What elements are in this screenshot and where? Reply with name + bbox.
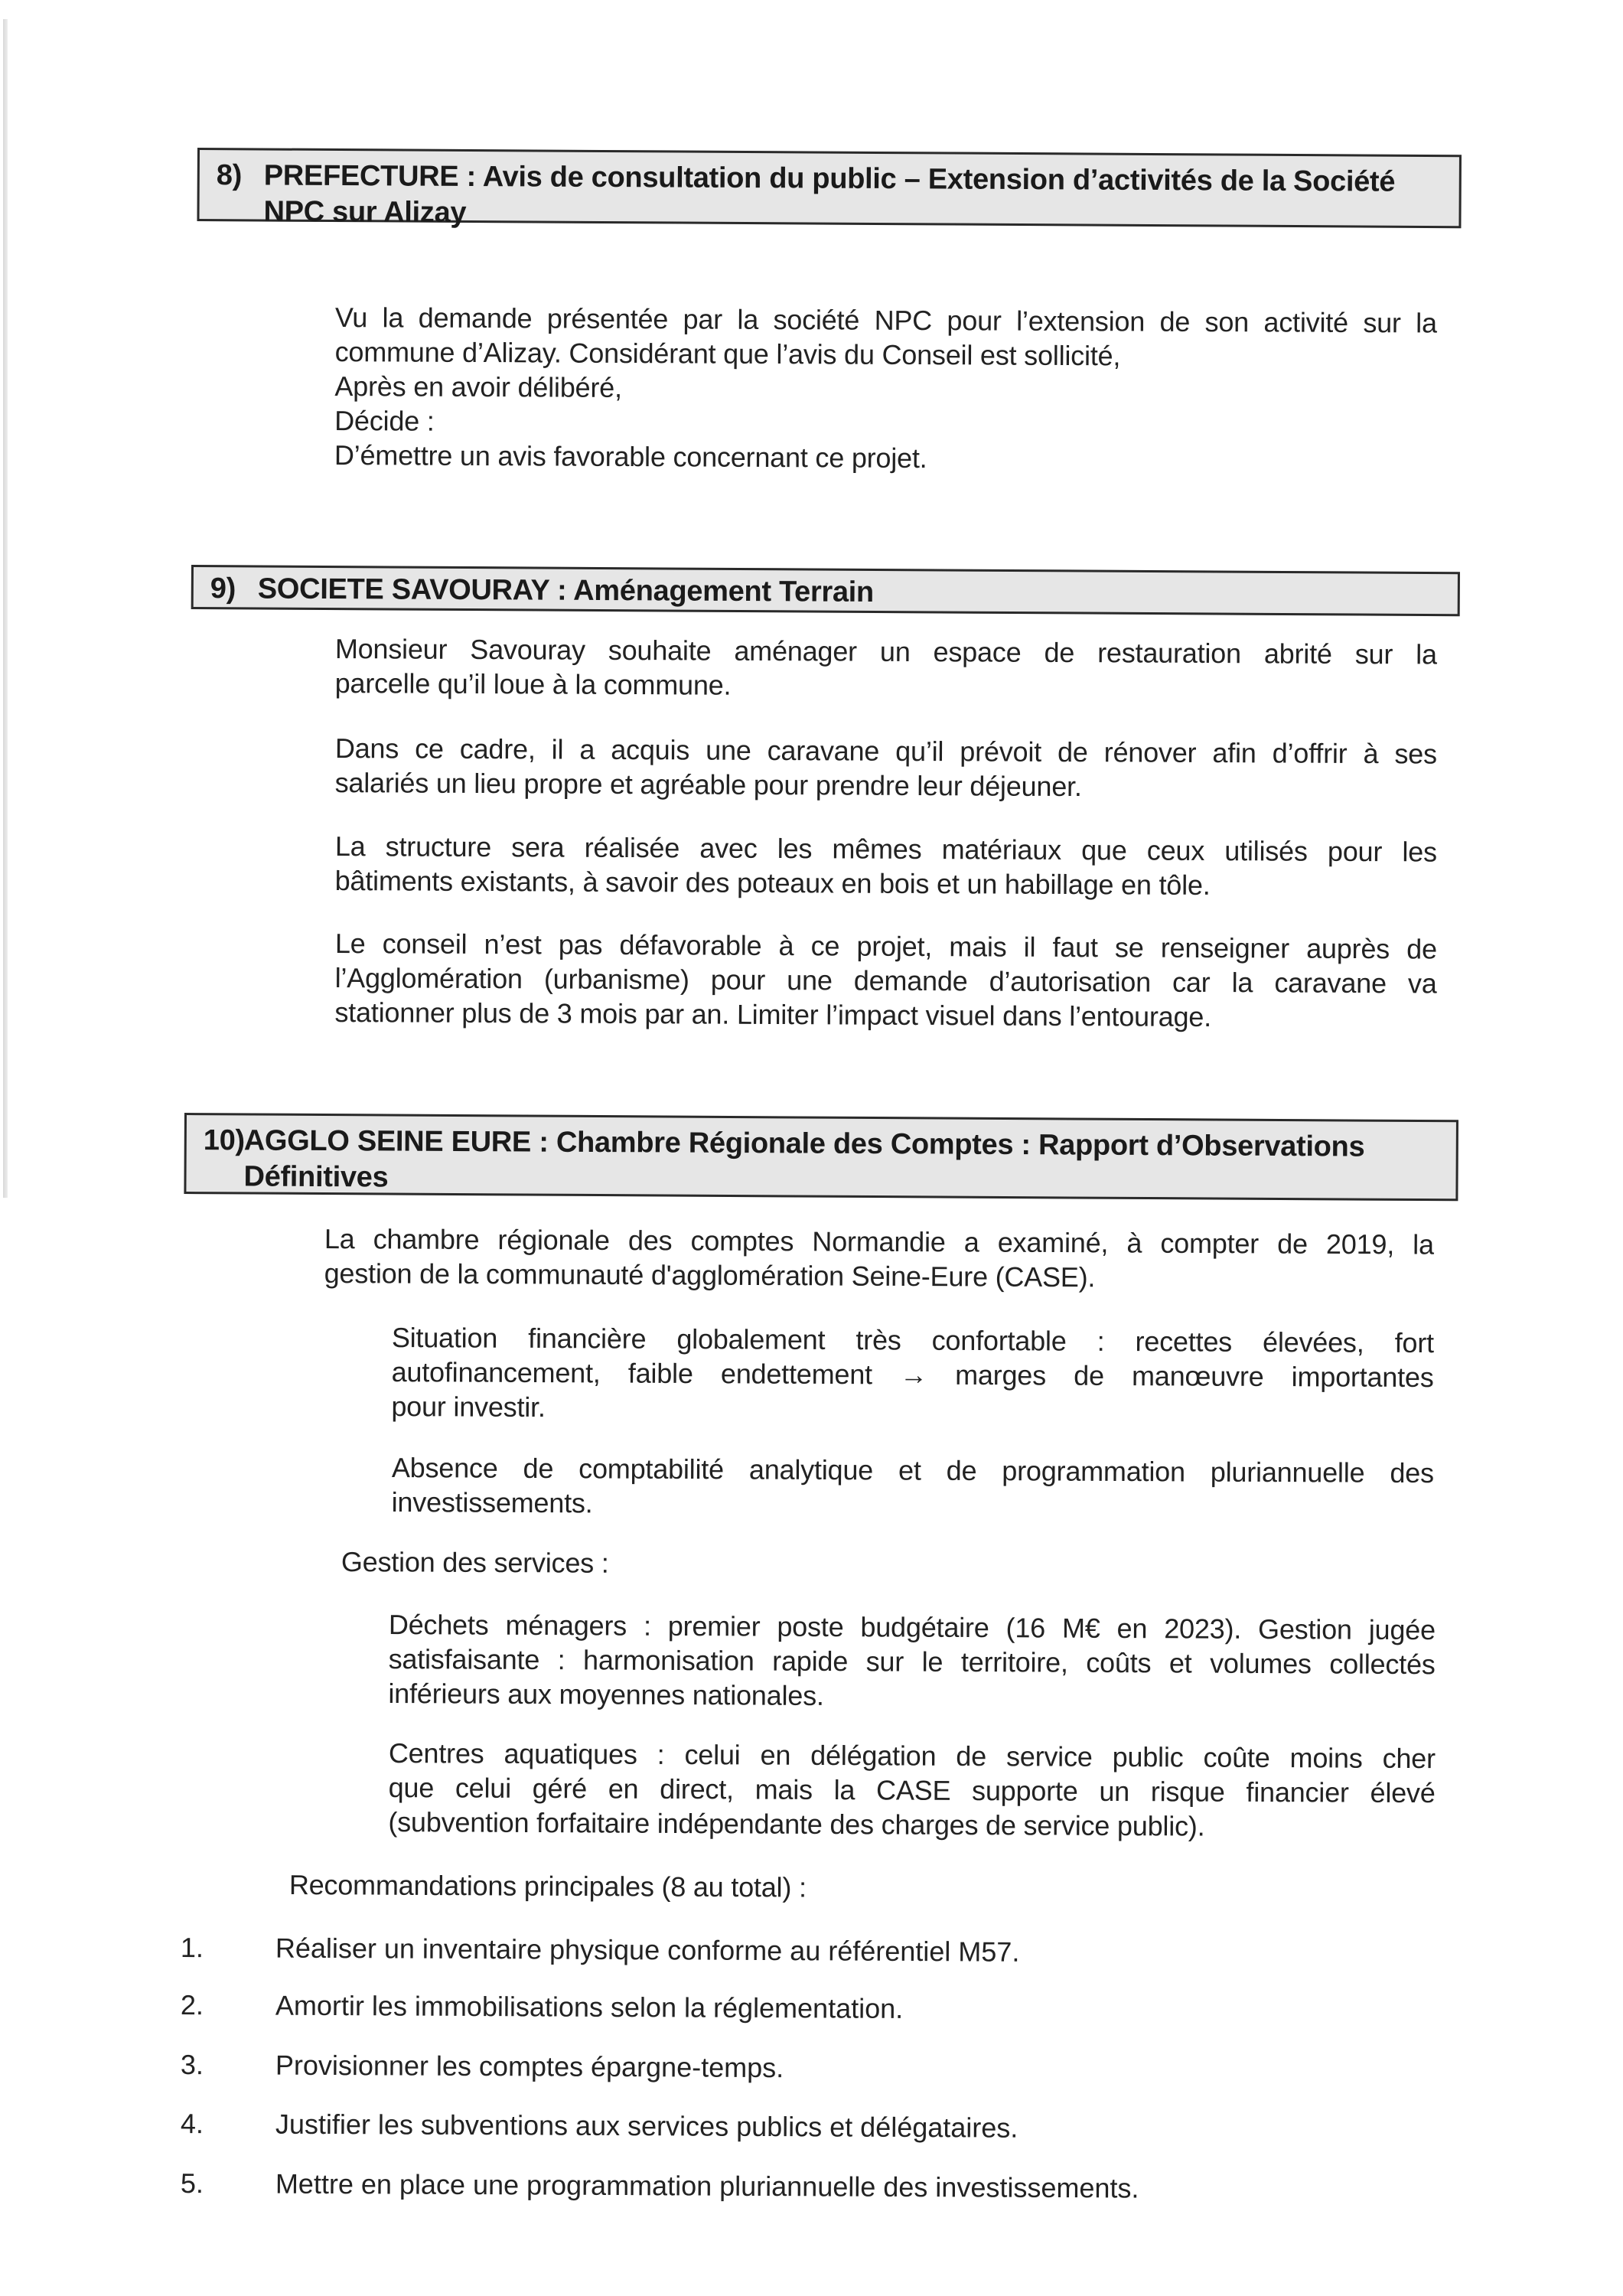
list-number: 2. <box>180 1989 204 2021</box>
recommendations-label <box>289 1867 1284 1907</box>
body-line: parcelle qu’il loue à la commune. <box>334 667 732 701</box>
list-text: Provisionner les comptes épargne-temps. <box>275 2049 784 2084</box>
section-9-paragraph <box>334 926 1437 1035</box>
section-9-paragraph <box>335 731 1437 806</box>
section-title-line: Définitives <box>243 1160 389 1194</box>
body-line: Décide : <box>334 404 435 437</box>
services-label <box>341 1544 1336 1584</box>
section-10-intro <box>324 1221 1434 1296</box>
body-line: commune d’Alizay. Considérant que l’avis du Conseil est sollicité, <box>334 335 1121 372</box>
service-paragraph <box>388 1607 1436 1716</box>
body-line: gestion de la communauté d'agglomération Seine-Eure (CASE). <box>324 1257 1096 1293</box>
finding-paragraph <box>392 1450 1434 1525</box>
section-title <box>243 1123 1442 1202</box>
body-line: investissements. <box>391 1486 593 1519</box>
body-line: Déchets ménagers : premier poste budgétaire (16 M€ en 2023). Gestion jugée <box>388 1609 1436 1646</box>
finding-paragraph <box>391 1320 1434 1429</box>
list-text: Amortir les immobilisations selon la réglementation. <box>275 1989 904 2024</box>
body-line: Après en avoir délibéré, <box>334 370 622 403</box>
body-line: Dans ce cadre, il a acquis une caravane qu’il prévoit de rénover afin d’offrir à ses <box>334 732 1437 770</box>
body-line: l’Agglomération (urbanisme) pour une demande d’autorisation car la caravane va <box>334 961 1437 1000</box>
body-line: Monsieur Savouray souhaite aménager un espace de restauration abrité sur la <box>334 633 1437 670</box>
body-line: La chambre régionale des comptes Normandie a examiné, à compter de 2019, la <box>324 1223 1434 1261</box>
section-title-line: SOCIETE SAVOURAY : Aménagement Terrain <box>257 572 875 608</box>
body-line: inférieurs aux moyennes nationales. <box>388 1677 824 1711</box>
list-text: Réaliser un inventaire physique conforme au référentiel M57. <box>275 1932 1020 1968</box>
section-number: 9) <box>210 572 236 605</box>
body-line: autofinancement, faible endettement → marges de manœuvre importantes <box>391 1355 1434 1394</box>
body-line: D’émettre un avis favorable concernant ce projet. <box>334 439 927 475</box>
section-title-line: PREFECTURE : Avis de consultation du public – Extension d’activités de la Société <box>263 159 1396 198</box>
list-text: Justifier les subventions aux services publics et délégataires. <box>275 2108 1018 2144</box>
section-number: 8) <box>216 159 243 192</box>
body-line: pour investir. <box>391 1390 546 1424</box>
section-9-paragraph <box>335 829 1437 904</box>
body-line: salariés un lieu propre et agréable pour prendre leur déjeuner. <box>334 766 1082 803</box>
body-line: Recommandations principales (8 au total) : <box>288 1869 807 1903</box>
section-10-header <box>184 1113 1458 1201</box>
section-9-paragraph <box>335 631 1437 706</box>
section-title-line: AGGLO SEINE EURE : Chambre Régionale des Comptes : Rapport d’Observations <box>243 1124 1365 1163</box>
section-8-header <box>197 148 1462 228</box>
list-number: 4. <box>180 2108 204 2140</box>
section-8-body <box>334 300 1437 478</box>
body-line: stationner plus de 3 mois par an. Limiter l’impact visuel dans l’entourage. <box>334 996 1212 1032</box>
section-number: 10) <box>203 1124 245 1157</box>
body-line: bâtiments existants, à savoir des poteaux en bois et un habillage en tôle. <box>334 864 1211 901</box>
list-text: Mettre en place une programmation pluriannuelle des investissements. <box>275 2167 1139 2204</box>
body-line: Gestion des services : <box>341 1546 609 1579</box>
list-number: 3. <box>180 2049 204 2081</box>
section-title <box>263 158 1445 236</box>
body-line: que celui géré en direct, mais la CASE supporte un risque financier élevé <box>388 1771 1436 1809</box>
service-paragraph <box>388 1736 1436 1844</box>
body-line: Vu la demande présentée par la société NPC pour l’extension de son activité sur la <box>334 301 1437 339</box>
list-number: 5. <box>180 2167 204 2200</box>
body-line: satisfaisante : harmonisation rapide sur le territoire, coûts et volumes collectés <box>388 1642 1436 1681</box>
body-line: Absence de comptabilité analytique et de programmation pluriannuelle des <box>391 1452 1434 1489</box>
section-title <box>258 571 1444 614</box>
list-number: 1. <box>180 1932 204 1964</box>
body-line: (subvention forfaitaire indépendante des charges de service public). <box>388 1805 1205 1842</box>
body-line: Le conseil n’est pas défavorable à ce projet, mais il faut se renseigner auprès de <box>334 928 1437 965</box>
section-9-header <box>191 565 1460 616</box>
section-title-line: NPC sur Alizay <box>263 195 467 229</box>
body-line: La structure sera réalisée avec les mêmes matériaux que ceux utilisés pour les <box>334 830 1437 868</box>
body-line: Centres aquatiques : celui en délégation de service public coûte moins cher <box>388 1737 1436 1775</box>
body-line: Situation financière globalement très confortable : recettes élevées, fort <box>391 1322 1434 1359</box>
